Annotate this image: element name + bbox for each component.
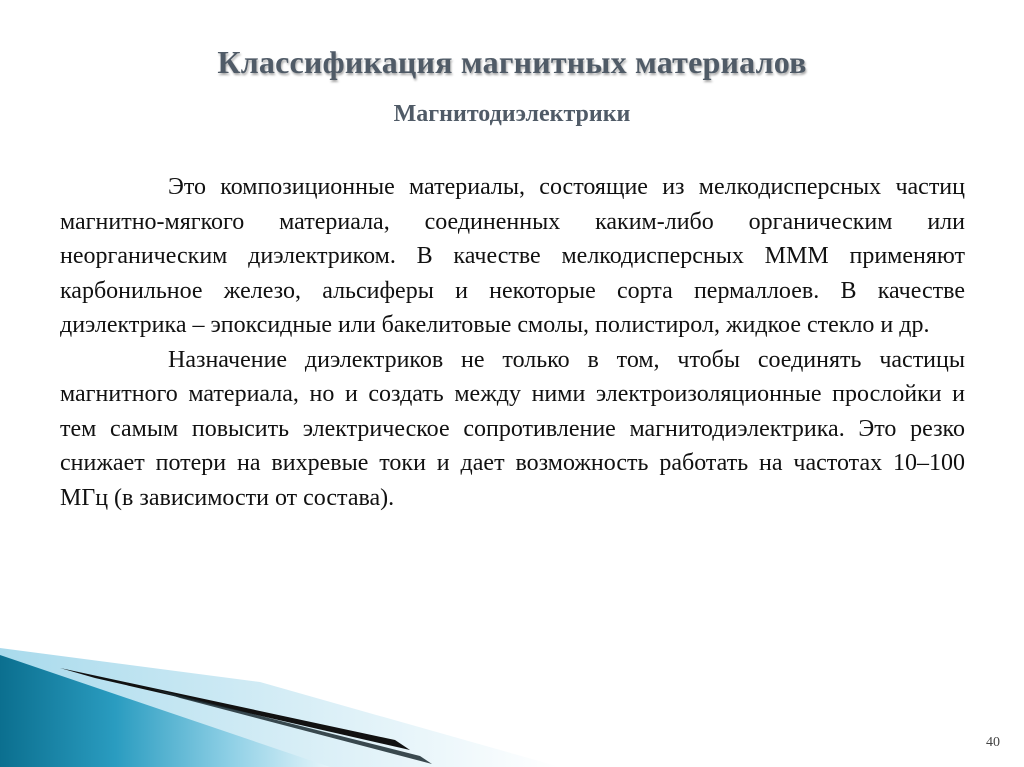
wave-dark-stripe-tail xyxy=(150,688,432,764)
paragraph-definition: Это композиционные материалы, состоящие из мелкодисперсных частиц магнитно-мягкого материала, соединенных каким-либо органическим или неорганическим диэлектриком. В качестве мелкодисперсных МММ применяют карбонильное железо, альсиферы и некоторые сорта пермаллоев. В качестве диэлектрика – эпоксидные или бакелитовые смолы, полистирол, жидкое стекло и др. xyxy=(60,174,965,338)
slide-body xyxy=(60,170,965,515)
slide-title: Классификация магнитных материалов xyxy=(217,44,807,80)
page-number: 40 xyxy=(986,735,1000,750)
paragraph-purpose: Назначение диэлектриков не только в том, чтобы соединять частицы магнитного материала, но и создать между ними электроизоляционные прослойки и тем самым повысить электрическое сопротивление магнитодиэлектрика. Это резко снижает потери на вихревые токи и дает возможность работать на частотах 10–100 МГц (в зависимости от состава). xyxy=(60,346,965,511)
wave-light-band xyxy=(0,648,560,767)
wave-teal-band xyxy=(0,655,330,767)
slide-subtitle: Магнитодиэлектрики xyxy=(393,101,631,127)
wave-dark-stripe xyxy=(60,668,410,750)
